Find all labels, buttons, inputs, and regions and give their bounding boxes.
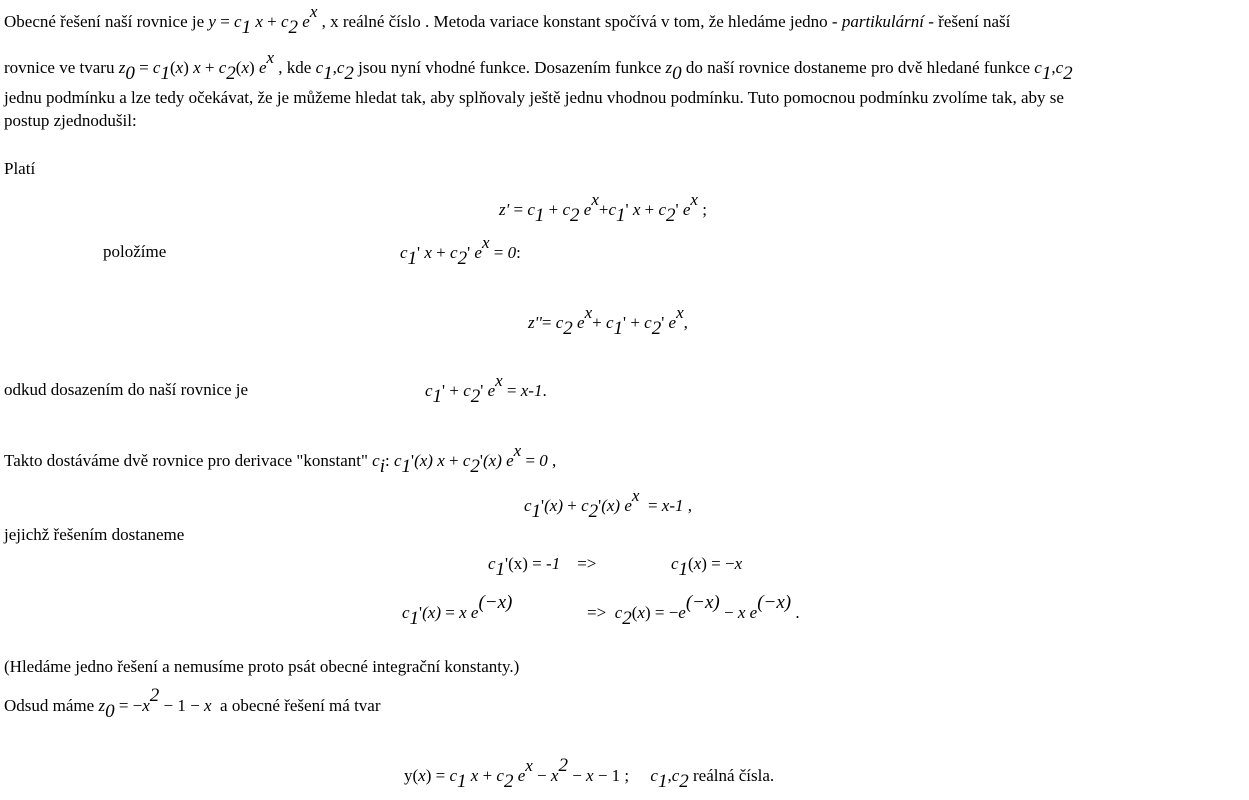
math-z-double-prime: z''= c2 ex+ c1' + c2' ex, xyxy=(528,303,688,339)
text-segment: a obecné řešení má tvar xyxy=(220,696,381,715)
paragraph-line-1 xyxy=(4,2,1011,38)
math-system-2: c1'(x) + c2'(x) ex = x-1 , xyxy=(524,486,692,522)
math-z0: z0 xyxy=(665,58,682,84)
math-final-solution: y(x) = c1 x + c2 ex − x2 − x − 1 ; c1,c2 reálná čísla. xyxy=(404,755,775,792)
jejichz-label: jejichž řešením dostaneme xyxy=(4,525,185,544)
math-c2-sol: => c2(x) = −e(−x) − x e(−x) . xyxy=(587,592,800,629)
text-segment: Obecné řešení naší rovnice je xyxy=(4,12,205,31)
text-segment: Odsud máme xyxy=(4,696,95,715)
text-segment: x reálné číslo . Metoda variace konstant spočívá v tom, že hledáme jedno - xyxy=(330,12,838,31)
odsud-line xyxy=(4,685,381,722)
paragraph-line-3: jednu podmínku a lze tedy očekávat, že je můžeme hledat tak, aby splňovaly ještě jednu vhodnou podmínku. Tuto pomocnou podmínku zvolíme tak, aby se xyxy=(4,88,1064,107)
math-c2-prime-sol: c1'(x) = x e(−x) xyxy=(402,592,513,629)
polozime-label: položíme xyxy=(103,242,167,261)
math-c1c2: c1,c2 xyxy=(315,58,354,84)
math-z0-form: z0 = c1(x) x + c2(x) ex xyxy=(118,48,275,84)
math-general-solution: y = c1 x + c2 ex , xyxy=(208,2,331,38)
hledame-note: (Hledáme jedno řešení a nemusíme proto psát obecné integrační konstanty.) xyxy=(4,657,520,676)
text-segment: do naší rovnice dostaneme pro dvě hledané funkce xyxy=(685,58,1031,77)
paragraph-line-4: postup zjednodušil: xyxy=(4,111,137,130)
math-condition: c1' x + c2' ex = 0: xyxy=(400,233,521,269)
math-c1-prime-sol: c1'(x) = -1 => xyxy=(488,554,597,580)
math-z-prime: z' = c1 + c2 ex+c1' x + c2' ex ; xyxy=(499,190,707,226)
final-tail: reálná čísla. xyxy=(692,766,775,785)
math-c1c2: c1,c2 xyxy=(1034,58,1073,84)
text-segment: , kde xyxy=(278,58,312,77)
odkud-label: odkud dosazením do naší rovnice je xyxy=(4,380,249,399)
text-segment: - řešení naší xyxy=(928,12,1011,31)
math-system-1: ci: c1'(x) x + c2'(x) ex = 0 , xyxy=(372,441,557,477)
takto-line xyxy=(4,441,557,477)
emphasis-text: partikulární xyxy=(841,12,924,31)
text-segment: jsou nyní vhodné funkce. Dosazením funkce xyxy=(358,58,662,77)
paragraph-line-2 xyxy=(4,48,1073,84)
math-substituted: c1' + c2' ex = x-1. xyxy=(425,371,547,407)
text-segment: rovnice ve tvaru xyxy=(4,58,115,77)
math-c1-sol: c1(x) = −x xyxy=(671,554,743,580)
text-segment: Takto dostáváme dvě rovnice pro derivace "konstant" xyxy=(4,451,368,470)
plati-label: Platí xyxy=(4,159,36,178)
math-z0-result: z0 = −x2 − 1 − x xyxy=(98,685,212,722)
